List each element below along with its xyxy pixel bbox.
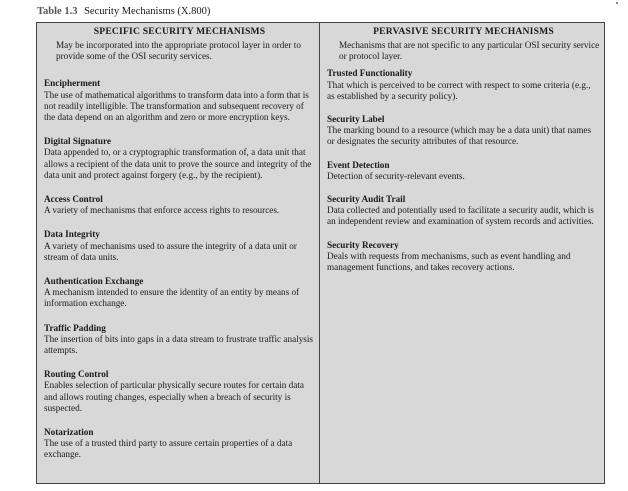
mechanism-entry-traffic-padding — [44, 323, 315, 357]
mechanism-term: Digital Signature — [44, 136, 111, 147]
mechanism-entry-access-control — [44, 194, 315, 216]
mechanism-entry-routing-control — [44, 369, 315, 414]
mechanism-term: Traffic Padding — [44, 322, 106, 333]
mechanism-entry-security-audit-trail — [327, 194, 600, 228]
mechanism-entry-data-integrity — [44, 229, 315, 263]
specific-column-intro: May be incorporated into the appropriate protocol layer in order to provide some of the OSI security services. — [56, 40, 301, 62]
mechanism-entry-digital-signature — [44, 136, 315, 181]
pervasive-column-intro: Mechanisms that are not specific to any particular OSI security service or protocol layer. — [339, 40, 600, 62]
mechanism-term: Event Detection — [327, 159, 390, 170]
specific-column-header: SPECIFIC SECURITY MECHANISMS — [93, 26, 266, 37]
mechanism-definition: The marking bound to a resource (which may be a data unit) that names or designates the security attributes of that resource. — [327, 125, 592, 147]
mechanism-entry-security-recovery — [327, 240, 600, 274]
mechanism-term: Routing Control — [44, 369, 109, 380]
mechanism-definition: The insertion of bits into gaps in a data stream to frustrate traffic analysis attempts. — [44, 333, 313, 356]
table-number: Table 1.3 — [37, 6, 78, 17]
pervasive-mechanisms-column — [320, 23, 604, 483]
mechanism-entry-notarization — [44, 427, 315, 461]
mechanism-entry-security-label — [327, 114, 600, 148]
security-mechanisms-table — [36, 22, 605, 484]
mechanism-definition: The use of mathematical algorithms to transform data into a form that is not readily intelligible. The transformation and subsequent recovery of the data depend on an algorithm and zero or more encryption keys. — [44, 89, 309, 123]
mechanism-definition: A variety of mechanisms used to assure the integrity of a data unit or stream of data units. — [44, 240, 297, 262]
mechanism-definition: That which is perceived to be correct with respect to some criteria (e.g., as established by a security policy). — [327, 79, 591, 101]
mechanism-term: Security Label — [327, 114, 385, 125]
mechanism-definition: Enables selection of particular physically secure routes for certain data and allows routing changes, especially when a breach of security is suspected. — [44, 380, 304, 413]
table-title: Security Mechanisms (X.800) — [84, 6, 211, 17]
mechanism-term: Data Integrity — [44, 229, 100, 240]
mechanism-entry-trusted-functionality — [327, 68, 600, 102]
mechanism-definition: The use of a trusted third party to assure certain properties of a data exchange. — [44, 438, 293, 460]
mechanism-definition: Detection of security-relevant events. — [327, 170, 465, 181]
mechanism-term: Access Control — [44, 194, 103, 205]
pervasive-column-header: PERVASIVE SECURITY MECHANISMS — [373, 26, 554, 37]
mechanism-term: Trusted Functionality — [327, 68, 413, 79]
mechanism-entry-event-detection — [327, 160, 600, 182]
mechanism-definition: Data collected and potentially used to facilitate a security audit, which is an independent review and examination of system records and activities. — [327, 205, 594, 227]
mechanism-term: Security Audit Trail — [327, 194, 406, 205]
mechanism-term: Security Recovery — [327, 239, 399, 250]
mechanism-term: Notarization — [44, 427, 94, 438]
mechanism-entry-authentication-exchange — [44, 276, 315, 310]
mechanism-term: Authentication Exchange — [44, 276, 144, 287]
table-caption — [37, 5, 210, 19]
corner-dot — [616, 2, 618, 4]
mechanism-definition: A variety of mechanisms that enforce access rights to resources. — [44, 205, 280, 216]
mechanism-entry-encipherment — [44, 78, 315, 123]
mechanism-definition: Deals with requests from mechanisms, such as event handling and management functions, and takes recovery actions. — [327, 250, 571, 273]
specific-mechanisms-column — [37, 23, 320, 483]
mechanism-term: Encipherment — [44, 78, 101, 89]
mechanism-definition: A mechanism intended to ensure the identity of an entity by means of information exchange. — [44, 287, 300, 309]
mechanism-definition: Data appended to, or a cryptographic transformation of, a data unit that allows a recipient of the data unit to prove the source and integrity of the data unit and protect against forgery (e.g., by the recipient). — [44, 147, 312, 180]
